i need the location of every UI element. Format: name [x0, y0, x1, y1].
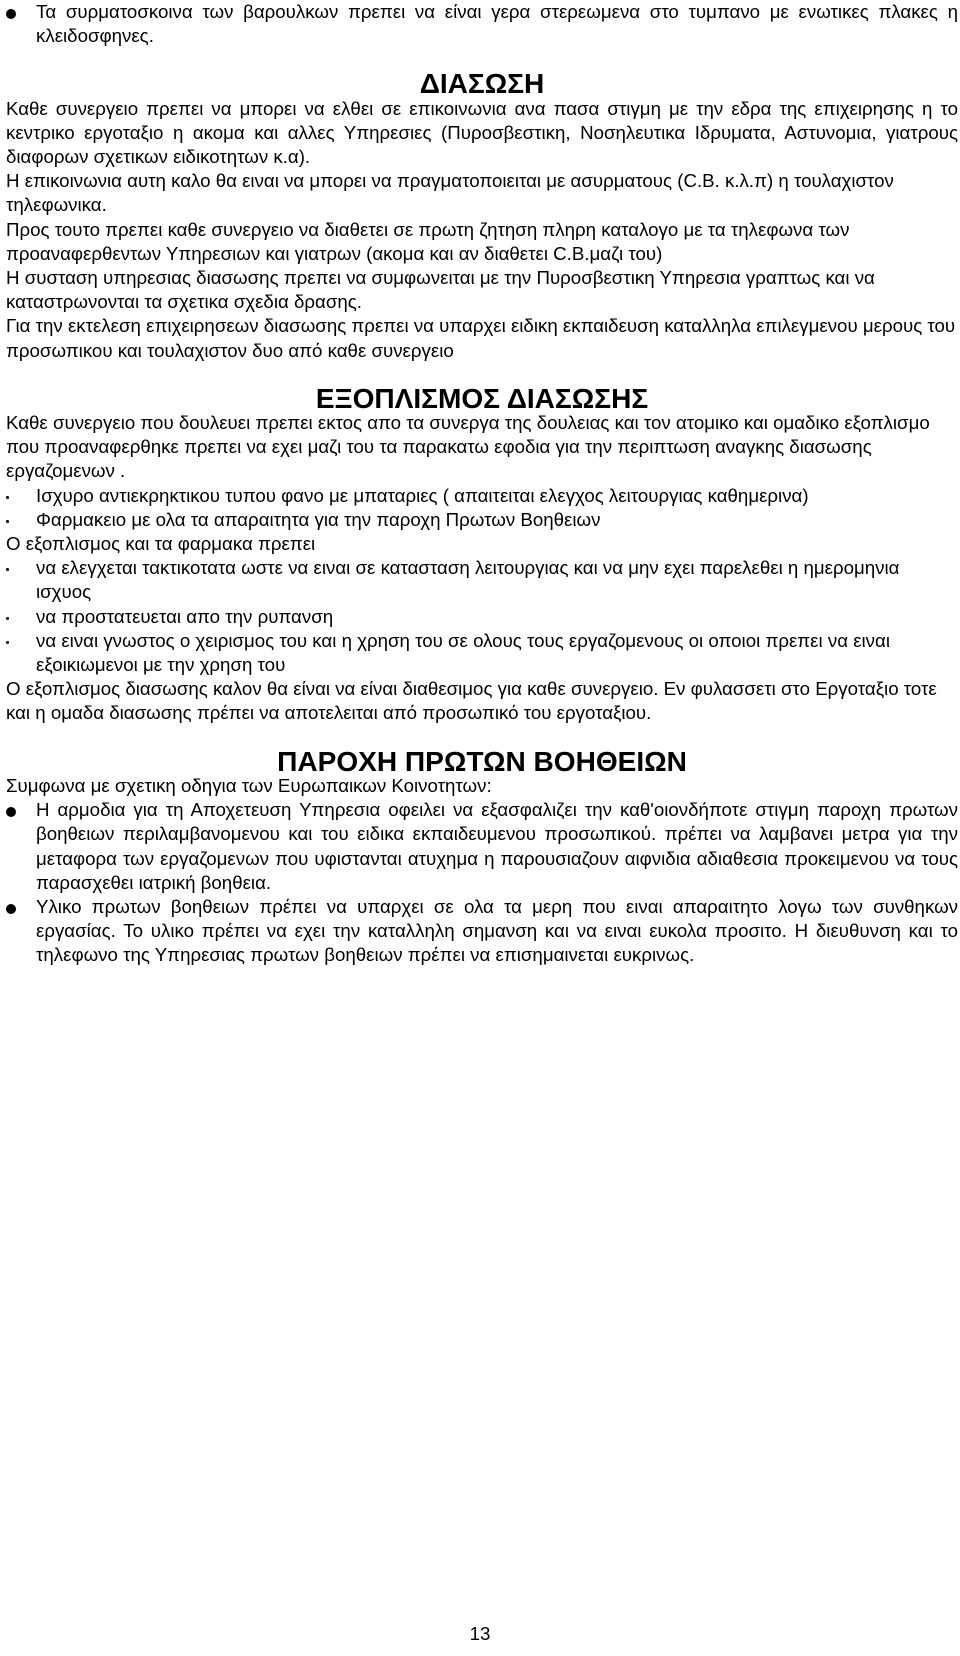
equipment-intro: Καθε συνεργειο που δουλευει πρεπει εκτος απο τα συνεργα της δουλειας και τον ατομικο και ομαδικο εξοπλισμο που προαναφερθηκε πρεπει να εχει μαζι του τα παρακατω εφοδια για την περιπτωση αναγκης διασωσης εργαζομενων . — [6, 412, 930, 482]
first-aid-heading: ΠΑΡΟΧΗ ΠΡΩΤΩΝ ΒΟΗΘΕΙΩΝ — [277, 745, 687, 777]
bullet-dot-icon — [6, 807, 16, 817]
bullet-dot-icon — [6, 904, 16, 914]
rescue-paragraph-2: Η επικοινωνια αυτη καλο θα ειναι να μπορει να πραγματοποιειται με ασυρματους (C.B. κ.λ.π) η τουλαχιστον τηλεφωνικα. — [6, 170, 894, 216]
page-number: 13 — [469, 1623, 491, 1644]
requirement-item — [6, 629, 958, 677]
middle-dot-icon — [6, 617, 9, 620]
document-page — [6, 0, 958, 968]
equipment-item — [6, 508, 958, 532]
bullet-dot-icon — [6, 9, 16, 19]
middle-dot-icon — [6, 496, 9, 499]
requirement-item-text: να προστατευεται απο την ρυπανση — [36, 605, 334, 627]
first-aid-bullet-text: Η αρμοδια για τη Αποχετευση Υπηρεσια οφειλει να εξασφαλιζει την καθ'οιονδήποτε στιγμη παροχη πρωτων βοηθειων περιλαμβανομενου και του ειδικα εκπαιδευμενου προσωπικού. πρέπει να λαμβανει μετρα για την μεταφορα των εργαζομενων που υφιστανται ατυχημα η παρουσιαζουν αιφνιδια αδιαθεσια προκειμενου να τους παρασχεθει ιατρική βοηθεια. — [36, 799, 958, 893]
equipment-requirements-intro: Ο εξοπλισμος και τα φαρμακα πρεπει — [6, 533, 316, 555]
equipment-item-text: Φαρμακειο με ολα τα απαραιτητα για την παροχη Πρωτων Βοηθειων — [36, 508, 601, 530]
first-aid-bullet-text: Υλικο πρωτων βοηθειων πρέπει να υπαρχει σε ολα τα μερη που ειναι απαραιτητο λογω των συνθηκων εργασίας. Το υλικο πρέπει να εχει την καταλληλη σημανση και να ειναι ευκολα προσιτο. Η διευθυνση και το τηλεφωνο της Υπηρεσιας πρωτων βοηθειων πρέπει να επισημαινεται ευκρινως. — [36, 895, 958, 966]
equipment-item-text: Ισχυρο αντιεκρηκτικου τυπου φανο με μπαταριες ( απαιτειται ελεγχος λειτουργιας καθημερινα) — [36, 484, 809, 506]
first-aid-bullet-item — [6, 798, 958, 895]
equipment-closing: Ο εξοπλισμος διασωσης καλον θα είναι να είναι διαθεσιμος για καθε συνεργειο. Εν φυλασσετι στο Εργοταξιο τοτε και η ομαδα διασωσης πρέπει να αποτελειται από προσωπικό του εργοταξιου. — [6, 678, 937, 724]
equipment-item — [6, 484, 958, 508]
rescue-paragraph-4: Η συσταση υπηρεσιας διασωσης πρεπει να συμφωνειται με την Πυροσβεστικη Υπηρεσια γραπτως και να καταστρωνονται τα σχετικα σχεδια δρασης. — [6, 267, 875, 313]
rescue-paragraph-5: Για την εκτελεση επιχειρησεων διασωσης πρεπει να υπαρχει ειδικη εκπαιδευση καταλληλα επιλεγμενου μερους του προσωπικου και τουλαχιστον δυο από καθε συνεργειο — [6, 315, 956, 361]
intro-bullet-item — [6, 0, 958, 48]
middle-dot-icon — [6, 568, 9, 571]
requirement-item — [6, 605, 958, 629]
requirement-item-text: να ελεγχεται τακτικοτατα ωστε να ειναι σε κατασταση λειτουργιας και να μην εχει παρελεθει η ημερομηνια ισχυος — [36, 557, 900, 603]
middle-dot-icon — [6, 520, 9, 523]
first-aid-bullet-item — [6, 895, 958, 968]
requirement-item-text: να ειναι γνωστος ο χειρισμος του και η χρηση του σε ολους τους εργαζομενους οι οποιοι πρεπει να ειναι εξοικιωμενοι με την χρηση του — [36, 629, 890, 676]
equipment-heading: ΕΞΟΠΛΙΣΜΟΣ ΔΙΑΣΩΣΗΣ — [315, 382, 649, 414]
intro-bullet-text: Τα συρματοσκοινα των βαρουλκων πρεπει να είναι γερα στερεωμενα στο τυμπανο με ενωτικες πλακες η κλειδοσφηνες. — [36, 1, 958, 47]
rescue-heading: ΔΙΑΣΩΣΗ — [419, 68, 545, 100]
first-aid-intro: Συμφωνα με σχετικη οδηγια των Ευρωπαικων Κοινοτητων: — [6, 774, 492, 796]
requirement-item — [6, 556, 958, 604]
rescue-paragraph-3: Προς τουτο πρεπει καθε συνεργειο να διαθετει σε πρωτη ζητηση πληρη καταλογο με τα τηλεφωνα των προαναφερθεντων Υπηρεσιων και γιατρων (ακομα και αν διαθετει C.B.μαζι του) — [6, 218, 850, 264]
middle-dot-icon — [6, 641, 9, 644]
rescue-paragraph-1: Καθε συνεργειο πρεπει να μπορει να ελθει σε επικοινωνια ανα πασα στιγμη με την εδρα της επιχειρησης η το κεντρικο εργοταξιο η ακομα και αλλες Υπηρεσιες (Πυροσβεστικη, Νοσηλευτικα Ιδρυματα, Αστυνομια, γιατρους διαφορων σχετικων ειδικοτητων κ.α). — [6, 97, 958, 168]
